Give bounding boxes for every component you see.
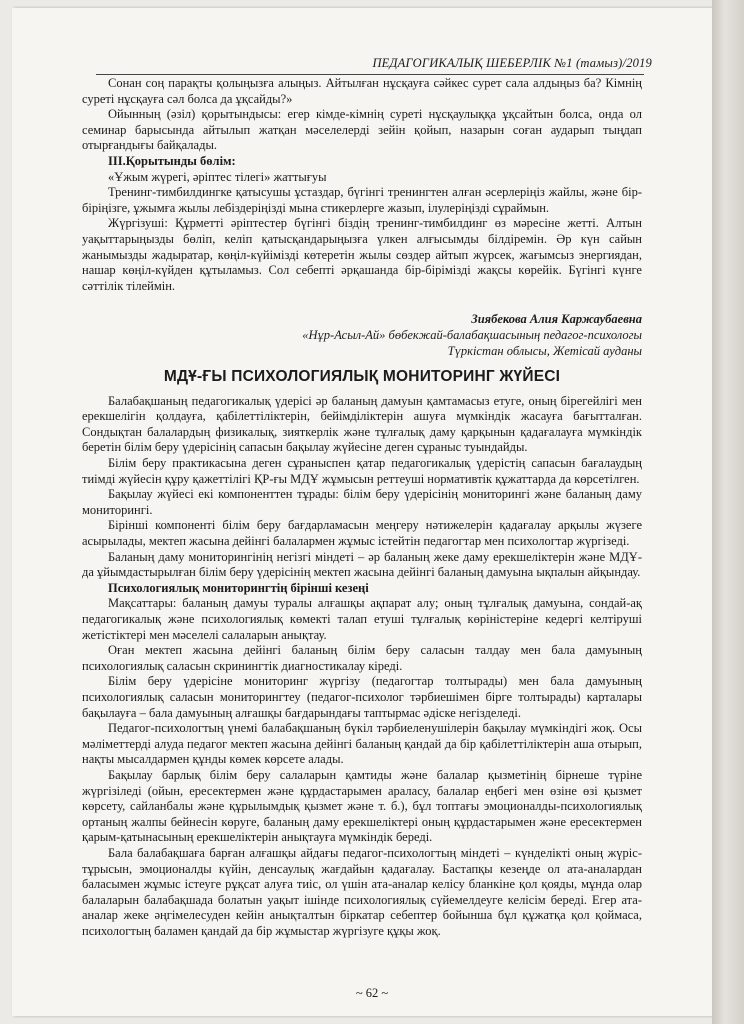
- article-title: МДҰ-ҒЫ ПСИХОЛОГИЯЛЫҚ МОНИТОРИНГ ЖҮЙЕСІ: [163, 368, 561, 386]
- book-binding: [712, 0, 744, 1024]
- page-content: [82, 76, 642, 939]
- prev-paragraph: Тренинг-тимбилдингке қатысушы ұстаздар, бүгінгі тренингтен алған әсерлеріңіз жайлы, және бір-біріңізге, ұжымға жылы лебіздеріңізді мына стикерлерге жазып, ілулеріңізді сұраймын.: [82, 185, 642, 215]
- page-number: ~ 62 ~: [355, 986, 389, 1000]
- prev-paragraph: Сонан соң парақты қолыңызға алыңыз. Айтылған нұсқауға сәйкес сурет сала алдыңыз ба? Кімнің суреті нұсқауға сәл болса да ұқсайды?»: [82, 76, 642, 106]
- author-block: [82, 312, 642, 359]
- article-paragraph: Бірінші компоненті білім беру бағдарламасын меңгеру нәтижелерін қадағалау арқылы жүзеге асырылады, мектеп жасына дейінгі балалармен жұмыс істейтін педагогтар мен психологтар жүргізеді.: [82, 518, 642, 549]
- author-name: Зиябекова Алия Каржаубаевна: [471, 312, 642, 327]
- article-paragraph: Білім беру практикасына деген сұраныспен қатар педагогикалық үдерістің сапасын бағалаудың тиімді жүйесін құру қажеттілігі ҚР-ғы МДҰ жұмысын реттеуші нормативтік құжаттарда да көрсетілген.: [82, 456, 642, 486]
- header-rule: [96, 74, 644, 75]
- article-paragraph: Білім беру үдерісіне мониторинг жүргізу (педагогтар толтырады) мен бала дамуының психологиялық саласын мониторингтеу (педагог-психолог тәрбиешімен бірге толтырады) карталары бақылауға – бала дамуының алғашқы бағдарындағы таптырмас әдіске негізделеді.: [82, 674, 642, 720]
- article-paragraph: Баланың даму мониторингінің негізгі міндеті – әр баланың жеке даму ерекшеліктерін және МДҰ-да ұйымдастырылған білім беру үдерісінің мектеп жасына дейінгі баланың дамуына ықпалын айқындау.: [82, 549, 642, 580]
- game-name: «Ұжым жүрегі, әріптес тілегі» жаттығуы: [108, 169, 327, 184]
- prev-paragraph: Жүргізуші: Құрметті әріптестер бүгінгі біздің тренинг-тимбилдинг өз мәресіне жетті. Алтын уақыттарыңызды бөліп, келіп қатысқандарыңызға үлкен алғысымды білдіремін. Әр күн сайын жанымызды жадыратар, көңіл-күйімізді көтеретін жылы сөздер айтып жүрсек, жағымсыз энергиядан, нашар көңіл-күйден құтыламыз. Сол себепті әрқашанда бір-бірімізді жақсы көрейік. Бүгінгі күнге сәттілік тілеймін.: [82, 216, 642, 293]
- article-paragraph: Бақылау жүйесі екі компоненттен тұрады: білім беру үдерісінің мониторингі және баланың даму мониторингі.: [82, 487, 642, 517]
- article-paragraph: Мақсаттары: баланың дамуы туралы алғашқы ақпарат алу; оның тұлғалық дамуына, сондай-ақ педагогикалық және психологиялық көмекті талап етуші тұлғалық көріністеріне кедергі келтіруші жетістіктері мен мәселелі салаларын анықтау.: [82, 596, 642, 642]
- article-paragraph: Оған мектеп жасына дейінгі баланың білім беру саласын талдау мен бала дамуының психологиялық саласын скринингтік диагностикалау кіреді.: [82, 643, 642, 673]
- author-affiliation: «Нұр-Асыл-Ай» бөбекжай-балабақшасының педагог-психологы: [302, 327, 642, 342]
- author-region: Түркістан облысы, Жетісай ауданы: [447, 343, 642, 358]
- article-subheading: Психологиялық мониторингтің бірінші кезеңі: [108, 580, 369, 595]
- article-paragraph: Бала балабақшаға барған алғашқы айдағы педагог-психологтың міндеті – күнделікті оның жүріс-тұрысын, эмоционалды күйін, денсаулық жағдайын қадағалау. Бастапқы кезеңде ол ата-аналардан баласымен жұмыс істеуге рұқсат алуға тиіс, ол үшін ата-аналар келісу бланкіне қол қояды, мұнда олар балаларын балабақшада болатын уақыт ішінде психологиялық сүйемелдеуге келісім береді. Егер ата-аналар жеке әңгімелесуден кейін анықталтын біркатар себептер бойынша бұл құжатқа қол қоймаса, психологтың баламен қандай да бір жұмыстар жүргізуге құқы жоқ.: [82, 845, 642, 938]
- prev-paragraph: Ойынның (әзіл) қорытындысы: егер кімде-кімнің суреті нұсқаулыққа ұқсайтын болса, онда ол семинар барысында айтылып жатқан мәселелерді зейін қойып, назарын соған аударып тыңдап отырғандығы байқалады.: [82, 107, 642, 153]
- running-header: ПЕДАГОГИКАЛЫҚ ШЕБЕРЛІК №1 (тамыз)/2019: [372, 56, 652, 70]
- article-paragraph: Балабақшаның педагогикалық үдерісі әр баланың дамуын қамтамасыз етуге, оның бірегейлігі мен ерекшелігін қолдауға, қабілеттіліктерін, бейімділіктерін ашуға мүмкіндік жасауға бағытталған. Сондықтан балалардың физикалық, зияткерлік және тұлғалық даму қарқынын қадағалауға мүмкіндік беретін білім беру үдерісінің сапасын бақылау жүйесіне деген сұраныс туындайды.: [82, 393, 642, 455]
- article-paragraph: Педагог-психологтың үнемі балабақшаның бүкіл тәрбиеленушілерін бақылау мүмкіндігі жоқ. Осы мәліметтерді алуда педагог мектеп жасына дейінгі баланың қандай да бір қабілеттіліктерін аша отырып, нақты мысалдармен құнды көмек көрсете алады.: [82, 721, 642, 767]
- article-paragraph: Бақылау барлық білім беру салаларын қамтиды және балалар қызметінің бірнеше түріне жүргізіледі (ойын, ересектермен және құрдастарымен араласу, балалар еңбегі мен өзіне өзі қызмет көрсету, сайланбалы және құрылымдық қызмет және т. б.), бұл топтағы эмоционалды-психологиялық ортаның жалпы бейнесін көруге, баланың даму ерекшеліктері оның құрдастарымен және ересектермен қарым-қатынасының ерекшеліктерін анықтауға мүмкіндік береді.: [82, 767, 642, 845]
- section-heading: ІІІ.Қорытынды бөлім:: [108, 153, 236, 168]
